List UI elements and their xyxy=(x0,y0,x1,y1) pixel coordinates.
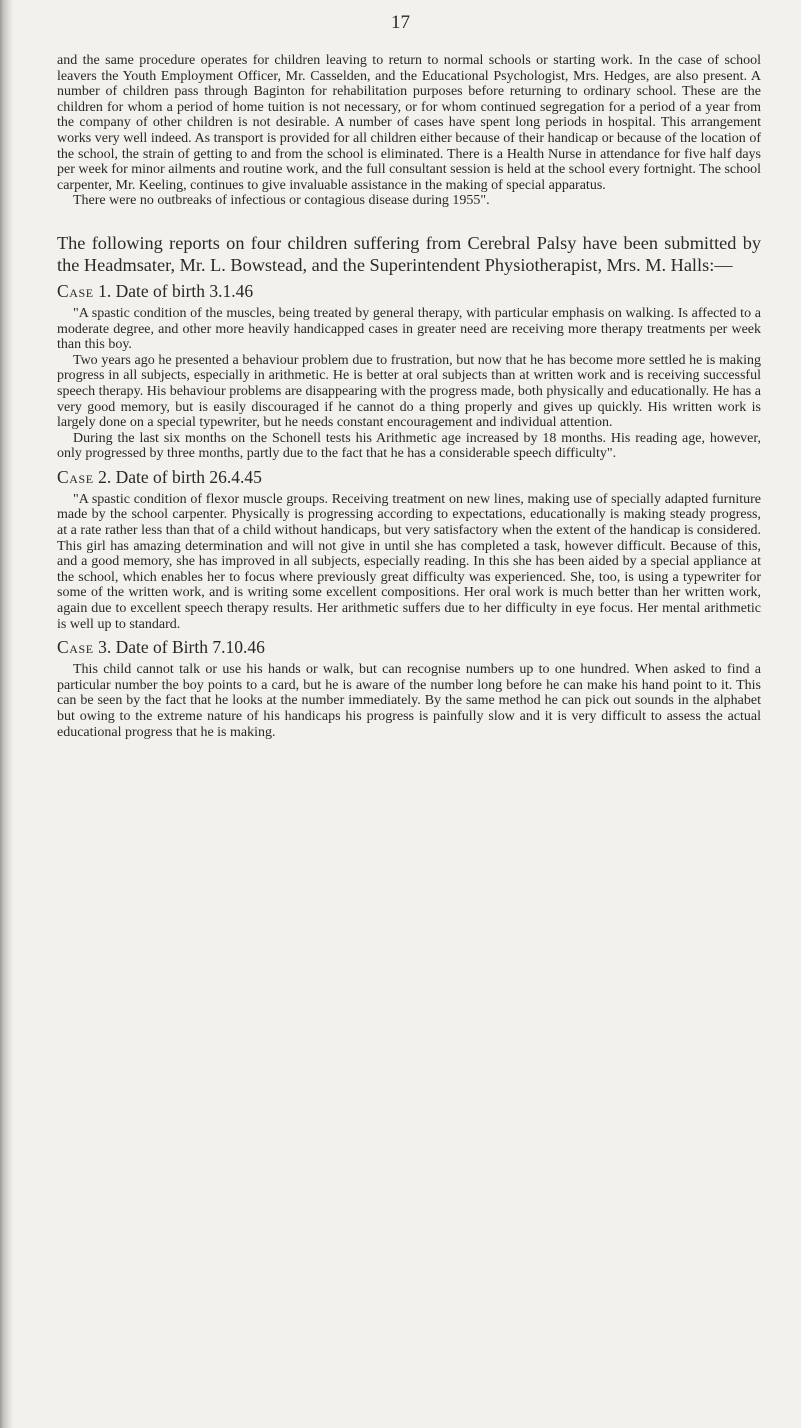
case-3-heading xyxy=(57,637,761,658)
case-2-heading-rest: 2. Date of birth 26.4.45 xyxy=(98,466,262,487)
case-1-heading xyxy=(57,281,761,302)
case-2-paragraph: "A spastic condition of flexor muscle groups. Receiving treatment on new lines, making use of specially adapted furniture made by the school carpenter. Physically is progressing according to expectations, educationally is making steady progress, at a rate rather less than that of a child without handicaps, but very satisfactory when the extent of the handicap is considered. This girl has amazing determination and will not give in until she has completed a task, however difficult. Because of this, and a good memory, she has improved in all subjects, especially reading. In this she has been aided by a special appliance at the school, which enables her to focus where previously great difficulty was experienced. She, too, is using a typewriter for some of the written work, and is writing some excellent compositions. Her oral work is much better than her written work, again due to excellent speech therapy results. Her arithmetic suffers due to her difficulty in eye focus. Her mental arithmetic is well up to standard. xyxy=(57,491,761,632)
case-1-paragraph: During the last six months on the Schonell tests his Arithmetic age increased by 18 months. His reading age, however, only progressed by three months, partly due to the fact that he has a considerable speech difficulty". xyxy=(57,430,761,462)
reports-intro: The following reports on four children suffering from Cerebral Palsy have been submitted by the Headmsater, Mr. L. Bowstead, and the Superintendent Physiotherapist, Mrs. M. Halls:— xyxy=(57,232,761,275)
case-3-paragraph: This child cannot talk or use his hands or walk, but can recognise numbers up to one hundred. When asked to find a particular number the boy points to a card, but he is aware of the number long before he can make his hand point to it. This can be seen by the fact that he looks at the number immediately. By the same method he can pick out sounds in the alphabet but owing to the extreme nature of his handicaps his progress is painfully slow and it is very difficult to assess the actual educational progress that he is making. xyxy=(57,662,761,740)
case-1-paragraph: Two years ago he presented a behaviour problem due to frustration, but now that he has become more settled he is making progress in all subjects, especially in arithmetic. He is better at oral subjects than at written work and is receiving successful speech therapy. His behaviour problems are disappearing with the progress made, both physically and educationally. He has a very good memory, but is easily discouraged if he cannot do a thing properly and gives up quickly. His written work is largely done on a special typewriter, but he needs constant encouragement and individual attention. xyxy=(57,352,761,431)
page-number: 17 xyxy=(391,12,410,33)
case-1-heading-rest: 1. Date of birth 3.1.46 xyxy=(98,280,254,301)
page-content xyxy=(57,53,761,740)
case-2-heading xyxy=(57,467,761,488)
continuation-text xyxy=(57,53,761,209)
continuation-paragraph: and the same procedure operates for children leaving to return to normal schools or starting work. In the case of school leavers the Youth Employment Officer, Mr. Casselden, and the Educational Psychologist, Mrs. Hedges, are also present. A number of children pass through Baginton for rehabilitation purposes before returning to ordinary school. These are the children for whom a period of home tuition is not necessary, or for whom continued segregation for a period of a year from the company of other children is not desirable. A number of cases have spent long periods in hospital. This arrangement works very well indeed. As transport is provided for all children either because of their handicap or because of the location of the school, the strain of getting to and from the school is eliminated. There is a Health Nurse in attendance for five half days per week for minor ailments and routine work, and the full consultant session is held at the school every fortnight. The school carpenter, Mr. Keeling, continues to give invaluable assistance in the making of special apparatus. xyxy=(57,53,761,193)
case-1-heading-word: Case xyxy=(57,280,94,301)
case-3-heading-word: Case xyxy=(57,637,94,658)
case-2-heading-word: Case xyxy=(57,466,94,487)
page-edge-shadow xyxy=(0,0,14,1428)
case-3-heading-rest: 3. Date of Birth 7.10.46 xyxy=(98,637,265,658)
continuation-paragraph: There were no outbreaks of infectious or contagious disease during 1955". xyxy=(73,193,490,209)
case-1-paragraph: "A spastic condition of the muscles, being treated by general therapy, with particular emphasis on walking. Is affected to a moderate degree, and other more heavily handicapped cases in greater need are receiving more therapy treatments per week than this boy. xyxy=(57,305,761,353)
